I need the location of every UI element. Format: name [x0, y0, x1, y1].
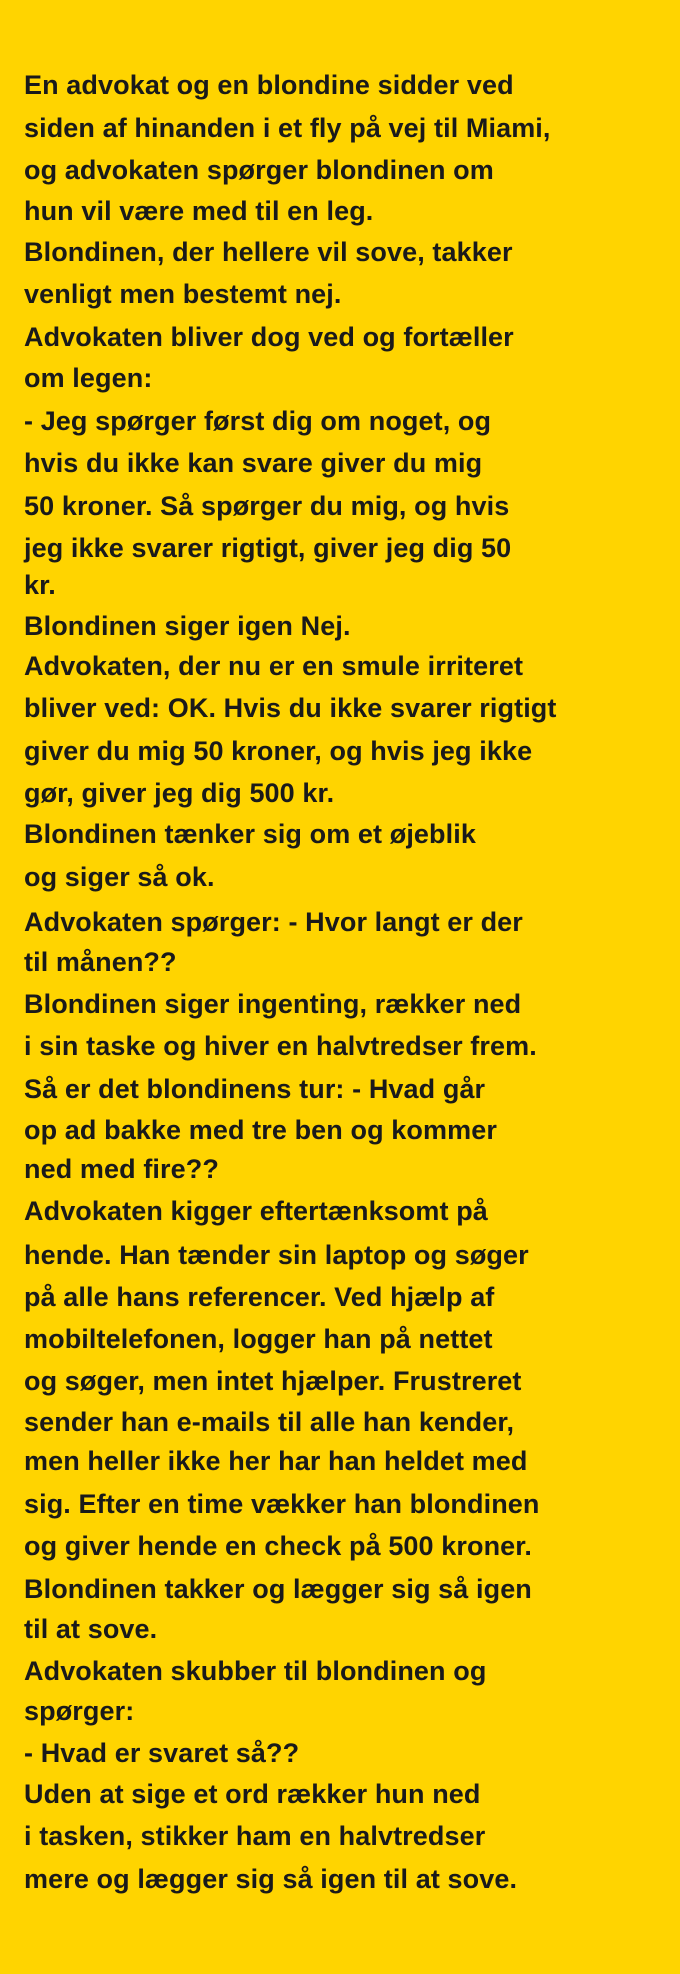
text-line: gør, giver jeg dig 500 kr. — [24, 778, 335, 808]
text-line: Advokaten bliver dog ved og fortæller — [24, 322, 514, 352]
text-line: Blondinen siger ingenting, rækker ned — [24, 989, 522, 1019]
text-line: og advokaten spørger blondinen om — [24, 155, 494, 185]
text-line: bliver ved: OK. Hvis du ikke svarer rigtigt — [24, 693, 557, 723]
text-line: Blondinen, der hellere vil sove, takker — [24, 237, 513, 267]
text-line: Advokaten, der nu er en smule irriteret — [24, 651, 524, 681]
text-line: i tasken, stikker ham en halvtredser — [24, 1821, 486, 1851]
text-line: men heller ikke her har han heldet med — [24, 1446, 528, 1476]
text-line: jeg ikke svarer rigtigt, giver jeg dig 50 — [24, 533, 512, 563]
text-line: Blondinen siger igen Nej. — [24, 611, 351, 641]
text-line: Blondinen tænker sig om et øjeblik — [24, 819, 476, 849]
text-line: Så er det blondinens tur: - Hvad går — [24, 1074, 486, 1104]
text-line: kr. — [24, 570, 56, 600]
text-line: i sin taske og hiver en halvtredser frem. — [24, 1031, 537, 1061]
text-line: om legen: — [24, 363, 153, 393]
text-line: Uden at sige et ord rækker hun ned — [24, 1779, 481, 1809]
text-line: sig. Efter en time vækker han blondinen — [24, 1489, 540, 1519]
text-line: En advokat og en blondine sidder ved — [24, 70, 514, 100]
text-line: op ad bakke med tre ben og kommer — [24, 1115, 497, 1145]
text-line: og siger så ok. — [24, 862, 215, 892]
text-line: siden af hinanden i et fly på vej til Miami, — [24, 113, 551, 143]
text-line: spørger: — [24, 1696, 135, 1726]
text-line: til at sove. — [24, 1614, 158, 1644]
text-line: mere og lægger sig så igen til at sove. — [24, 1864, 518, 1894]
text-line: - Hvad er svaret så?? — [24, 1738, 300, 1768]
text-line: Advokaten kigger eftertænksomt på — [24, 1196, 488, 1226]
text-line: 50 kroner. Så spørger du mig, og hvis — [24, 491, 510, 521]
text-line: til månen?? — [24, 947, 177, 977]
text-line: - Jeg spørger først dig om noget, og — [24, 406, 492, 436]
text-line: på alle hans referencer. Ved hjælp af — [24, 1282, 495, 1312]
text-line: og søger, men intet hjælper. Frustreret — [24, 1366, 522, 1396]
text-line: Blondinen takker og lægger sig så igen — [24, 1574, 532, 1604]
text-line: hvis du ikke kan svare giver du mig — [24, 448, 483, 478]
text-line: sender han e-mails til alle han kender, — [24, 1407, 515, 1437]
text-line: Advokaten skubber til blondinen og — [24, 1656, 487, 1686]
text-line: ned med fire?? — [24, 1154, 219, 1184]
text-line: giver du mig 50 kroner, og hvis jeg ikke — [24, 736, 533, 766]
text-line: og giver hende en check på 500 kroner. — [24, 1531, 533, 1561]
text-line: mobiltelefonen, logger han på nettet — [24, 1324, 493, 1354]
text-line: venligt men bestemt nej. — [24, 279, 342, 309]
text-line: hende. Han tænder sin laptop og søger — [24, 1240, 529, 1270]
text-line: hun vil være med til en leg. — [24, 196, 374, 226]
text-line: Advokaten spørger: - Hvor langt er der — [24, 907, 523, 937]
